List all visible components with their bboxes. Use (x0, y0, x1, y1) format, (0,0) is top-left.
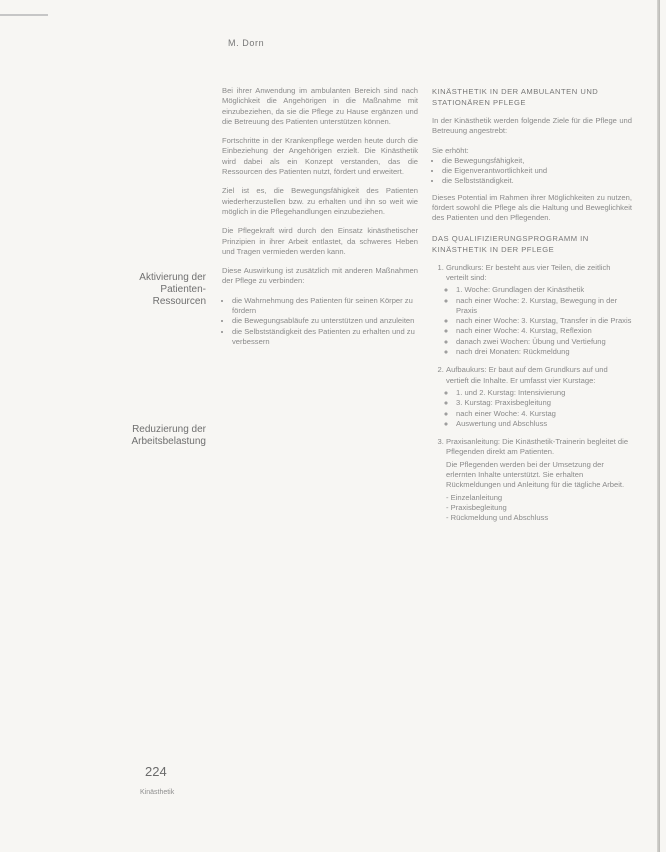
list-item: ◦ 1. Woche: Grundlagen der Kinästhetik (456, 285, 632, 295)
paragraph: Ziel ist es, die Bewegungsfähigkeit des Patienten wiederherzustellen bzw. zu erhalten und ihn so weit wie möglich in die Pflegehandlungen einzubeziehen. (222, 186, 418, 216)
list-item: ◦ 1. und 2. Kurstag: Intensivierung (456, 388, 632, 398)
dash-item: - Praxisbegleitung (446, 502, 507, 512)
page-number: 224 (145, 764, 167, 779)
left-column (222, 86, 418, 353)
step-intro: Grundkurs: Er besteht aus vier Teilen, die zeitlich verteilt sind: (446, 262, 611, 282)
list-item: ◦ nach einer Woche: 3. Kurstag, Transfer in die Praxis (456, 316, 632, 326)
paragraph: Die Pflegekraft wird durch den Einsatz kinästhetischer Prinzipien in ihrer Arbeit entlastet, da schweres Heben und Tragen vermieden werden kann. (222, 226, 418, 256)
section-heading: DAS QUALIFIZIERUNGSPROGRAMM IN KINÄSTHETIK IN DER PFLEGE (432, 233, 589, 254)
bullet-list (432, 156, 632, 187)
page-edge-shadow (657, 0, 660, 852)
list-item: ◦ nach einer Woche: 2. Kurstag, Bewegung in der Praxis (456, 296, 632, 317)
paragraph: Die Pflegenden werden bei der Umsetzung der erlernten Inhalte unterstützt. Sie erhalten Rückmeldungen und Anleitung für die tägliche Arbeit. (446, 459, 625, 490)
section-heading: KINÄSTHETIK IN DER AMBULANTEN UND STATIONÄREN PFLEGE (432, 87, 599, 107)
list-item: • die Selbstständigkeit des Patienten zu erhalten und zu verbessern (232, 327, 418, 348)
list-item: ◦ Auswertung und Abschluss (456, 419, 632, 429)
bullet-list (446, 388, 632, 429)
paragraph: Diese Auswirkung ist zusätzlich mit anderen Maßnahmen der Pflege zu verbinden: (222, 266, 418, 286)
paragraph: Bei ihrer Anwendung im ambulanten Bereich sind nach Möglichkeit die Angehörigen in die Maßnahme mit einzubeziehen, da sie die Pflege zu Hause ergänzen und die Betreuung des Patienten unterstützen können. (222, 86, 418, 126)
bullet-list (222, 296, 418, 347)
list-item (446, 365, 632, 429)
margin-note-workload: Reduzierung der Arbeitsbelastung (131, 424, 206, 447)
footer-reference: Kinästhetik (140, 789, 175, 796)
list-item: • die Selbstständigkeit. (442, 176, 632, 186)
header-rule (0, 14, 48, 16)
list-item: • die Bewegungsfähigkeit, (442, 156, 632, 166)
paragraph: Fortschritte in der Krankenpflege werden heute durch die Einbeziehung der Angehörigen erzielt. Die Kinästhetik wird dabei als ein Konzept verstanden, das die Ressourcen des Patienten nutzt, fördert und erweitert. (222, 136, 418, 177)
list-item (446, 437, 632, 523)
numbered-list (432, 263, 632, 524)
list-intro: Sie erhöht: (432, 145, 469, 155)
right-column (432, 86, 632, 532)
running-head: M. Dorn (228, 38, 265, 48)
paragraph: Dieses Potential im Rahmen ihrer Möglichkeiten zu nutzen, fördert sowohl die Pflege als die Haltung und Beweglichkeit des Patienten und den Pflegenden. (432, 192, 632, 223)
dash-item: - Einzelanleitung (446, 492, 503, 502)
paragraph: In der Kinästhetik werden folgende Ziele für die Pflege und Betreuung angestrebt: (432, 116, 632, 136)
list-item: ◦ nach einer Woche: 4. Kurstag (456, 409, 632, 419)
list-item: ◦ 3. Kurstag: Praxisbegleitung (456, 398, 632, 408)
dash-item: - Rückmeldung und Abschluss (446, 513, 549, 523)
list-item: • die Wahrnehmung des Patienten für seinen Körper zu fördern (232, 296, 418, 317)
step-intro: Praxisanleitung: Die Kinästhetik-Trainerin begleitet die Pflegenden direkt am Patienten. (446, 437, 629, 457)
list-item: ◦ nach einer Woche: 4. Kurstag, Reflexion (456, 326, 632, 336)
list-item: • die Eigenverantwortlichkeit und (442, 166, 632, 176)
margin-note-activation: Aktivierung der Patienten-Ressourcen (139, 272, 206, 307)
step-intro: Aufbaukurs: Er baut auf dem Grundkurs auf und vertieft die Inhalte. Er umfasst vier Kurstage: (446, 365, 608, 385)
list-item (446, 263, 632, 358)
list-item: ◦ nach drei Monaten: Rückmeldung (456, 347, 632, 357)
list-item: • die Bewegungsabläufe zu unterstützen und anzuleiten (232, 316, 418, 326)
list-item: ◦ danach zwei Wochen: Übung und Vertiefung (456, 337, 632, 347)
bullet-list (446, 285, 632, 357)
